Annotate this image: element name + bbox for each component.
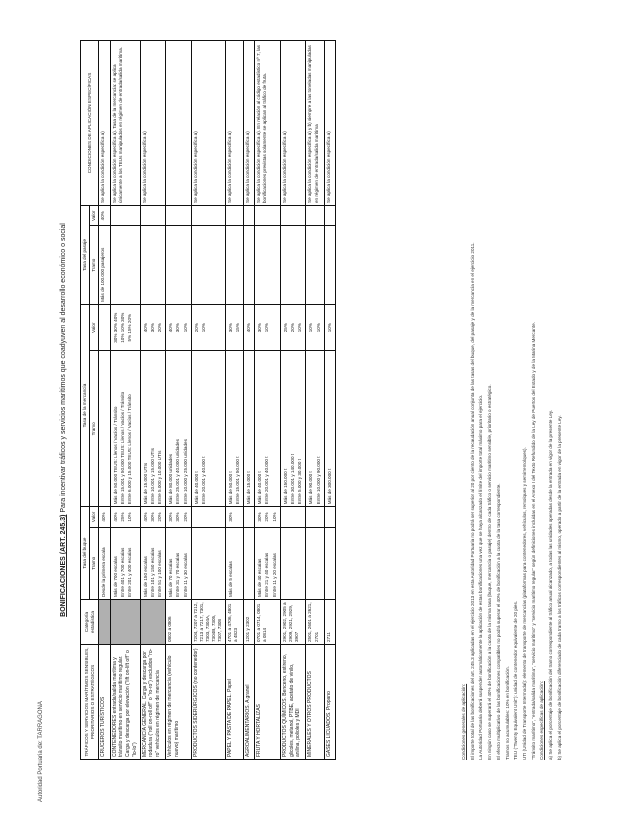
- specific-conditions-list: [547, 40, 564, 760]
- cell-pasaje-tramo: [244, 226, 255, 304]
- cell-categoria: 0701 a 0714, 0801 a 0814: [255, 600, 281, 645]
- cell-merc-tramo: [191, 351, 225, 507]
- cell-merc-valor-item: 10%: [297, 323, 303, 333]
- cell-merc-tramo-item: Entre 5.000 y 10.000 UTIs: [156, 450, 162, 505]
- cell-merc-tramo: [244, 351, 255, 507]
- cell-merc-valor-item: 40%: [246, 323, 251, 333]
- cell-condiciones: Se aplica la condición específica a): [191, 41, 225, 206]
- header-merc-valor: Valor: [90, 304, 99, 351]
- cell-buque-valor: [99, 507, 110, 527]
- note-line: "Tránsito marítimo", "entrada/salida marítima", "servicio marítimo" y "servicio marítimo regular" según definiciones incluidas en el Anexo I del Texto Refundido de la Ley de Puertos del Estado y de la Marina Mercante.: [530, 322, 536, 760]
- cell-buque-tramo: [99, 527, 110, 599]
- cell-pasaje-tramo: Más de 100.000 pasajeros: [99, 226, 110, 304]
- note-line: El importe total de las bonificaciones del art. 245.3 aplicadas en el ejercicio 2013 en esta Autoridad Portuaria no podrá ser superior al 20 por ciento de la recaudación anual conjunta de las tasas del buque, del pasaje y de la mercancía en el ejercicio 2011.: [469, 242, 475, 760]
- cell-merc-valor: [324, 304, 335, 351]
- cell-categoria: 2711: [324, 600, 335, 645]
- cell-condiciones: Se aplica la condición específica a): [280, 41, 306, 206]
- cell-merc-valor: [244, 304, 255, 351]
- cell-buque-tramo-item: Más de 700 escalas: [112, 556, 118, 597]
- header-buque-valor: Valor: [90, 507, 99, 527]
- cell-buque-tramo: [166, 527, 192, 599]
- cell-buque-valor-item: 40%: [101, 512, 107, 522]
- cell-merc-tramo-item: Entre 10.001 y 15.000 UTIs: [149, 448, 155, 505]
- cell-buque-tramo: [225, 527, 243, 599]
- cell-buque-valor-item: 30%: [168, 512, 174, 522]
- cell-merc-tramo-item: Entre 20.001 y 40.000 t: [264, 456, 270, 505]
- cell-pasaje-valor: [306, 206, 324, 226]
- note-line: Tramos no acumulables: 10% en bonificación.: [504, 666, 510, 760]
- cell-pasaje-tramo: [255, 226, 281, 304]
- cell-pasaje-tramo: [110, 226, 140, 304]
- cell-buque-valor-item: 30%: [149, 512, 155, 522]
- cell-pasaje-tramo: [140, 226, 166, 304]
- cell-merc-tramo: [140, 351, 166, 507]
- cell-merc-tramo-item: Más de 80.000 unidades: [168, 453, 174, 505]
- cell-buque-tramo-item: Más de 150 escalas: [142, 556, 148, 597]
- cell-pasaje-tramo: [324, 226, 335, 304]
- cell-merc-tramo-item: Entre 5.000 y 30.000 t: [297, 459, 303, 505]
- header-merc-tramo: Tramo: [90, 351, 99, 507]
- cell-trafico: CRUCEROS TURÍSTICOS: [99, 645, 110, 760]
- cell-trafico: Vehículos en régimen de mercancía (vehículo nuevo) marítimo: [166, 645, 192, 760]
- cell-merc-tramo-item: Más de 50.000 t: [227, 471, 233, 505]
- general-conditions-heading: Condiciones generales de aplicación:: [461, 683, 466, 760]
- cell-pasaje-tramo: [191, 226, 225, 304]
- cell-categoria: 2501, 2601 a 2621, 2701: [306, 600, 324, 645]
- cell-merc-tramo-item: Entre 15.001 y 50.000 TEUS: Llenos / Vacíos / Tránsito: [119, 391, 125, 505]
- cell-buque-valor: [255, 507, 281, 527]
- general-conditions-list: [469, 40, 539, 760]
- cell-merc-tramo-item: Entre 25.001 y 40.000 unidades: [175, 439, 181, 505]
- cell-buque-valor: [140, 507, 166, 527]
- cell-categoria: [140, 600, 166, 645]
- cell-buque-valor-item: 30%: [257, 512, 263, 522]
- cell-pasaje-valor: [324, 206, 335, 226]
- table-body: [99, 41, 336, 760]
- cell-pasaje-valor: 40%: [99, 206, 110, 226]
- cell-merc-tramo-item: Entre 10.000 y 25.000 unidades: [182, 439, 188, 505]
- note-line: El efecto multiplicativo de las bonificaciones compatibles no podrá superar el 40% de bonificación a la cuota de la tasa correspondiente.: [495, 483, 501, 760]
- cell-buque-valor-item: 30%: [175, 512, 181, 522]
- cell-buque-valor-item: 40%: [112, 512, 118, 522]
- header-tasa-pasaje: Tasa del pasaje: [81, 206, 90, 305]
- note-line: TEU ("Twenty Equivalent Unit"): unidad de contenedor equivalente de 20 pies.: [513, 600, 519, 760]
- cell-buque-valor: [166, 507, 192, 527]
- cell-merc-valor: [225, 304, 243, 351]
- cell-merc-valor-item: 30%: [257, 323, 263, 333]
- cell-buque-valor: [280, 507, 306, 527]
- cell-merc-tramo: [225, 351, 243, 507]
- cell-merc-valor-item: 15%: [234, 323, 240, 333]
- cell-buque-tramo-item: Entre 101 y 150 escalas: [149, 547, 155, 597]
- table-row: [99, 41, 110, 760]
- cell-trafico: CONTENEDORES entrada/salida marítima y tránsito marítimo en servicio marítimo regular. Carga y descarga por elevación ("lift on-lift off" o "lo-lo"): [110, 645, 140, 760]
- cell-merc-valor: [191, 304, 225, 351]
- cell-trafico: PRODUCTOS QUÍMICOS. Benceno, estireno, glicoles, metanol, PTBE, acetato de vinilo, anilina, polioles y MDI: [280, 645, 306, 760]
- cell-pasaje-valor: [225, 206, 243, 226]
- cell-merc-valor: [99, 304, 110, 351]
- cell-merc-valor-item: 10% 10% 30%: [119, 312, 125, 343]
- cell-merc-valor: [280, 304, 306, 351]
- header-categoria: Categoría estadística: [81, 600, 99, 645]
- cell-trafico: MINERALES Y OTROS PRODUCTOS: [306, 645, 324, 760]
- cell-merc-valor: [306, 304, 324, 351]
- title-rest: Para incentivar tráficos y servicios marítimos que coadyuven al desarrollo económico o social: [60, 223, 67, 515]
- cell-pasaje-valor: [110, 206, 140, 226]
- cell-merc-valor-item: 10%: [326, 323, 332, 333]
- cell-merc-valor: [110, 304, 140, 351]
- cell-buque-tramo-item: Entre 201 y 400 escalas: [126, 547, 132, 597]
- cell-buque-tramo: [255, 527, 281, 599]
- cell-buque-tramo: [306, 527, 324, 599]
- cell-merc-valor-item: 40%: [142, 323, 148, 333]
- cell-merc-tramo-item: Más de 40.000 t: [257, 471, 263, 505]
- cell-buque-valor-item: 20%: [182, 512, 188, 522]
- cell-merc-tramo-item: Más de 15.000 UTIs: [142, 462, 148, 505]
- cell-buque-tramo-item: Entre 11 y 20 escalas: [271, 553, 277, 597]
- cell-buque-tramo-item: Más de 5 escalas: [227, 561, 233, 597]
- cell-categoria: [99, 600, 110, 645]
- cell-buque-tramo: [244, 527, 255, 599]
- cell-merc-valor: [166, 304, 192, 351]
- table-row: [110, 41, 140, 760]
- header-trafico: TRÁFICOS Y SERVICIOS MARÍTIMOS SENSIBLES, PRIORITARIOS O ESTRATÉGICOS: [81, 645, 99, 760]
- cell-buque-valor-item: 25%: [119, 512, 125, 522]
- cell-merc-valor-item: 5% 15% 20%: [126, 313, 132, 342]
- cell-buque-valor-item: 30%: [227, 512, 233, 522]
- note-line: En ningún caso se superará el 40% de bonificación a la cuota de la misma tasa (buque, mercancía o pasaje) dentro de cada tráfico o servicio marítimo sensible, prioritario o estratégico.: [487, 384, 493, 760]
- cell-merc-tramo-item: Más de 15.000 t: [246, 471, 251, 505]
- cell-categoria: 4701 a 4706, 4801 a 4823: [225, 600, 243, 645]
- cell-merc-valor-item: 20%: [156, 323, 162, 333]
- header-tasa-buque: Tasa del buque: [81, 507, 90, 600]
- cell-trafico: PRODUCTOS SIDERÚRGICOS (no contenedor): [191, 645, 225, 760]
- cell-merc-tramo: [306, 351, 324, 507]
- cell-merc-valor-item: 10%: [264, 323, 270, 333]
- cell-buque-tramo: [280, 527, 306, 599]
- note-line: UTI (Unidad de Transporte Intermodal): elemento de transporte de mercancías (plataformas para contenedores, vehículos, remolques y semirremolques).: [522, 447, 528, 760]
- cell-buque-tramo-item: Entre 11 y 30 escalas: [182, 553, 188, 597]
- cell-merc-tramo-item: Más de 150.000 t: [282, 468, 288, 505]
- cell-merc-valor-item: 30%: [175, 323, 181, 333]
- cell-pasaje-valor: [280, 206, 306, 226]
- cell-merc-valor-item: 10%: [200, 323, 206, 333]
- cell-pasaje-valor: [166, 206, 192, 226]
- cell-merc-tramo-item: Entre 15.001 y 50.000 t: [234, 456, 240, 505]
- cell-merc-valor: [140, 304, 166, 351]
- table-row: [306, 41, 324, 760]
- table-row: [255, 41, 281, 760]
- cell-pasaje-valor: [244, 206, 255, 226]
- cell-merc-valor-item: 10%: [315, 323, 321, 333]
- cell-buque-valor: [306, 507, 324, 527]
- cell-trafico: GASES LICUADOS. Propano: [324, 645, 335, 760]
- specific-conditions-heading: Condiciones específicas de aplicación:: [539, 681, 545, 760]
- cell-buque-tramo-item: Más de 70 escalas: [168, 558, 174, 597]
- header-tasa-mercancia: Tasa de la mercancía: [81, 304, 90, 506]
- cell-merc-valor-item: 40%: [168, 323, 174, 333]
- cell-buque-valor-item: 10%: [126, 512, 132, 522]
- cell-trafico: PAPEL Y PASTA DE PAPEL. Papel: [225, 645, 243, 760]
- cell-condiciones: Se aplica la condición específica a): [244, 41, 255, 206]
- cell-buque-valor: [191, 507, 225, 527]
- note-line: a) Se aplica el porcentaje de bonificación del tramo correspondiente al tráfico anual alcanzado, a todas las unidades operadas desde la entrada en vigor de la presente Ley.: [548, 409, 554, 760]
- cell-buque-tramo: [140, 527, 166, 599]
- table-row: [244, 41, 255, 760]
- cell-trafico: MERCANCÍA GENERAL. Carga y descarga por rodadura ("roll on-roll off" o "ro-ro") excluidos "ro-ro" vehículos en régimen de mercancía: [140, 645, 166, 760]
- cell-buque-valor-item: 10%: [271, 512, 277, 522]
- table-row: [280, 41, 306, 760]
- note-line: b) Se aplica el porcentaje de bonificación diferenciado de cada tramo a los tráficos correspondientes al mismo, operado a partir de la entrada en vigor de la presente Ley.: [556, 415, 562, 760]
- table-row: [140, 41, 166, 760]
- header-pasaje-valor: Valor: [90, 206, 99, 226]
- cell-merc-tramo: [166, 351, 192, 507]
- cell-condiciones: [166, 41, 192, 206]
- cell-buque-tramo-item: Entre 31 y 70 escalas: [175, 552, 181, 597]
- cell-categoria: [110, 600, 140, 645]
- header-pasaje-tramo: Tramo: [90, 226, 99, 304]
- cell-merc-valor-item: 30% 30% 40%: [112, 312, 118, 343]
- cell-merc-tramo: [255, 351, 281, 507]
- cell-categoria: 7204, 7207 a 7212, 7213 a 7217, 7301, 7303, 7304A, 7304B, 7305, 7307, 7308: [191, 600, 225, 645]
- cell-buque-tramo: [110, 527, 140, 599]
- table-row: [324, 41, 335, 760]
- table-row: [225, 41, 243, 760]
- cell-buque-valor-item: 40%: [142, 512, 148, 522]
- document-title: [60, 30, 67, 810]
- cell-buque-tramo-item: Entre 21 y 40 escalas: [264, 552, 270, 597]
- cell-buque-tramo-item: Entre 401 y 700 escalas: [119, 547, 125, 597]
- cell-merc-valor-item: 30%: [227, 323, 233, 333]
- cell-merc-tramo-item: Entre 6.000 y 15.000 TEUS: Llenos / Vacíos / Tránsito: [126, 394, 132, 505]
- cell-buque-tramo-item: Más de 40 escalas: [257, 558, 263, 597]
- cell-merc-tramo-item: Más de 50.000 TEUS: Llenos / Vacíos / Tránsito: [112, 406, 118, 505]
- note-line: La Autoridad Portuaria deberá suspender automáticamente la aplicación de estas bonificaciones una vez que se haya alcanzado el límite del importe total máximo para el ejercicio.: [478, 394, 484, 760]
- cell-categoria: 1201 y 2302: [244, 600, 255, 645]
- cell-merc-valor-item: 20%: [289, 323, 295, 333]
- cell-pasaje-tramo: [280, 226, 306, 304]
- table-row: [166, 41, 192, 760]
- cell-categoria: 2901, 2902, 2905 a 2909, 2921, 2929, 3907: [280, 600, 306, 645]
- cell-pasaje-tramo: [166, 226, 192, 304]
- cell-merc-tramo-item: Entre 10.000 y 90.000 t: [315, 456, 321, 505]
- cell-condiciones: Se aplica la condición específica a). Tasa de la mercancía: se aplica únicamente a los TEUs manipulados en régimen de entrada/salida marítima.: [110, 41, 140, 206]
- cell-pasaje-valor: [140, 206, 166, 226]
- cell-condiciones: Se aplica la condición específica a) y b) siempre a las toneladas manipuladas en régimen de entrada/salida marítima: [306, 41, 324, 206]
- cell-merc-tramo-item: Más de 300.000 t: [326, 468, 332, 505]
- cell-buque-valor: [110, 507, 140, 527]
- cell-merc-tramo-item: Entre 30.001 y 140.000 t: [289, 453, 295, 505]
- cell-buque-valor: [244, 507, 255, 527]
- header-buque-tramo: Tramo: [90, 527, 99, 599]
- cell-merc-tramo: [324, 351, 335, 507]
- cell-merc-tramo-item: Entre 20.001 y 40.000 t: [200, 456, 206, 505]
- cell-pasaje-valor: [255, 206, 281, 226]
- cell-condiciones: Se aplica la condición específica a). En relación al código estadístico nº 7, las bonificaciones previstas solamente se aplican al tráfico de fruta.: [255, 41, 281, 206]
- cell-merc-tramo-item: Más de 90.000 t: [308, 471, 314, 505]
- cell-merc-valor-item: 10%: [182, 323, 188, 333]
- cell-merc-valor-item: 30%: [149, 323, 155, 333]
- cell-condiciones: Se aplica la condición específica a): [140, 41, 166, 206]
- cell-pasaje-tramo: [225, 226, 243, 304]
- cell-pasaje-tramo: [306, 226, 324, 304]
- cell-merc-tramo: [280, 351, 306, 507]
- cell-trafico: FRUTA Y HORTALIZAS: [255, 645, 281, 760]
- cell-merc-tramo-item: Más de 40.000 t: [193, 471, 199, 505]
- cell-condiciones: Se aplica la condición específica a): [99, 41, 110, 206]
- document-page: [30, 30, 620, 810]
- cell-trafico: AGROALIMENTARIOS. A granel: [244, 645, 255, 760]
- bonificaciones-table: [80, 40, 336, 760]
- cell-pasaje-valor: [191, 206, 225, 226]
- cell-merc-valor-item: 25%: [282, 323, 288, 333]
- cell-buque-tramo-item: Desde la primera escala: [101, 547, 107, 597]
- cell-condiciones: Se aplica la condición específica a): [324, 41, 335, 206]
- cell-categoria: 0802 a 0806: [166, 600, 192, 645]
- cell-merc-tramo: [99, 351, 110, 507]
- cell-merc-valor-item: 10%: [308, 323, 314, 333]
- cell-buque-valor-item: 20%: [156, 512, 162, 522]
- cell-buque-valor: [225, 507, 243, 527]
- organization-label: Autoridad Portuaria de: TARRAGONA: [38, 701, 44, 802]
- header-condiciones: CONDICIONES DE APLICACIÓN ESPECÍFICAS: [81, 41, 99, 206]
- notes-section: [460, 40, 565, 760]
- cell-merc-tramo: [110, 351, 140, 507]
- cell-merc-valor-item: 20%: [193, 323, 199, 333]
- cell-buque-valor-item: 20%: [264, 512, 270, 522]
- cell-buque-tramo-item: Entre 51 y 100 escalas: [156, 550, 162, 597]
- cell-buque-tramo: [191, 527, 225, 599]
- cell-condiciones: Se aplica la condición específica a): [225, 41, 243, 206]
- title-bold: BONIFICACIONES (ART. 245.3): [60, 514, 67, 617]
- table-row: [191, 41, 225, 760]
- cell-merc-valor: [255, 304, 281, 351]
- cell-buque-valor: [324, 507, 335, 527]
- cell-buque-tramo: [324, 527, 335, 599]
